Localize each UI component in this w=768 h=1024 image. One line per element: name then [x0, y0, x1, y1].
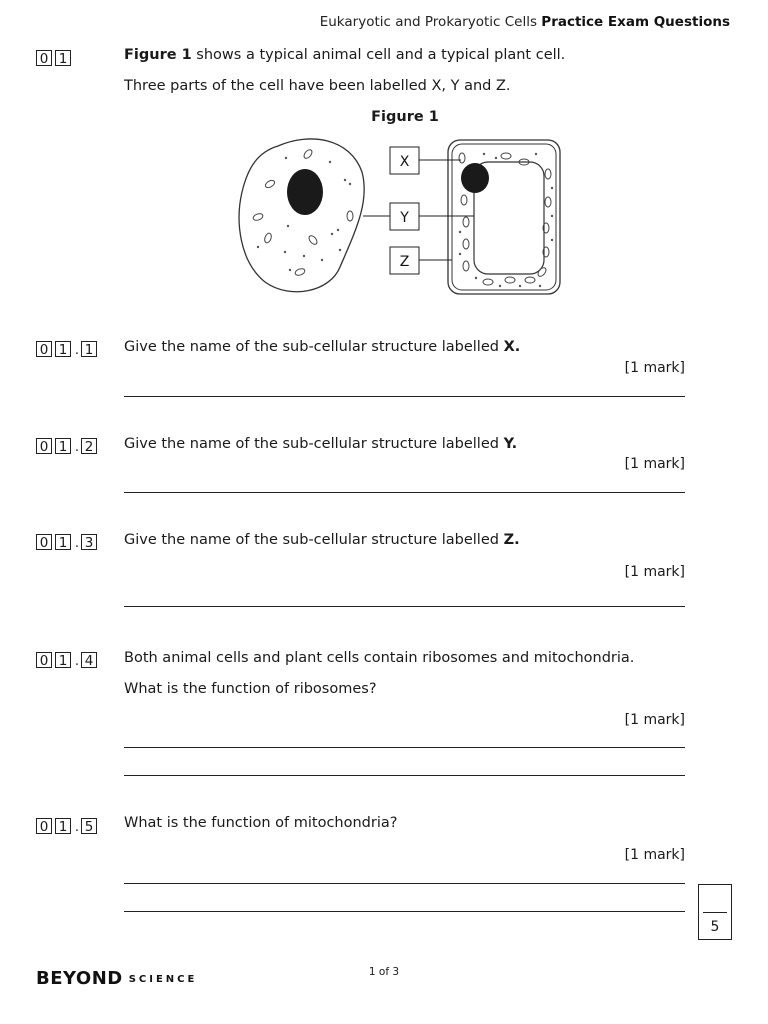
qnum-digit: 1 — [55, 341, 71, 357]
question-text: Give the name of the sub-cellular structure labelled — [124, 436, 504, 452]
qnum-digit: 0 — [36, 341, 52, 357]
question-number-01-4 — [36, 650, 100, 668]
question-target: Z. — [503, 532, 520, 548]
qnum-digit: 0 — [36, 652, 52, 668]
question-text-01-5: What is the function of mitochondria? — [124, 815, 398, 831]
question-intro-2: Three parts of the cell have been labelled X, Y and Z. — [124, 78, 511, 94]
mark-allocation: [1 mark] — [624, 712, 685, 728]
figure-ref: Figure 1 — [124, 47, 192, 63]
answer-line[interactable] — [124, 606, 685, 607]
qnum-digit: 0 — [36, 818, 52, 834]
qnum-digit: 0 — [36, 438, 52, 454]
score-box[interactable] — [698, 884, 732, 940]
qnum-dot: . — [74, 820, 80, 835]
qnum-digit: 1 — [81, 341, 97, 357]
qnum-digit: 1 — [55, 534, 71, 550]
label-x: X — [399, 154, 410, 170]
qnum-digit: 5 — [81, 818, 97, 834]
question-number-01-3 — [36, 532, 100, 550]
question-text: Give the name of the sub-cellular structure labelled — [124, 339, 504, 355]
question-text-01-4-2: What is the function of ribosomes? — [124, 681, 377, 697]
page-header — [320, 14, 730, 30]
question-number-01-2 — [36, 436, 100, 454]
mark-allocation: [1 mark] — [624, 847, 685, 863]
qnum-digit: 1 — [55, 438, 71, 454]
animal-nucleus — [287, 169, 323, 215]
question-number-01-1 — [36, 339, 100, 357]
qnum-digit: 3 — [81, 534, 97, 550]
question-text-01-1 — [124, 339, 520, 355]
mark-allocation: [1 mark] — [624, 564, 685, 580]
score-divider — [703, 912, 727, 913]
animal-cell-drawing — [239, 139, 364, 292]
question-target: X. — [503, 339, 521, 355]
qnum-digit: 0 — [36, 534, 52, 550]
qnum-dot: . — [74, 343, 80, 358]
qnum-digit: 2 — [81, 438, 97, 454]
answer-line[interactable] — [124, 883, 685, 884]
qnum-digit: 1 — [55, 50, 71, 66]
qnum-digit: 4 — [81, 652, 97, 668]
qnum-digit: 1 — [55, 652, 71, 668]
header-doc-type: Practice Exam Questions — [541, 14, 730, 30]
answer-line[interactable] — [124, 911, 685, 912]
plant-nucleus — [461, 163, 489, 193]
qnum-digit: 0 — [36, 50, 52, 66]
score-total: 5 — [710, 919, 720, 935]
answer-line[interactable] — [124, 396, 685, 397]
question-text-01-4: Both animal cells and plant cells contain ribosomes and mitochondria. — [124, 650, 635, 666]
question-text-01-3 — [124, 532, 520, 548]
answer-line[interactable] — [124, 492, 685, 493]
page-number: 1 of 3 — [368, 966, 400, 978]
question-number-01 — [36, 48, 74, 66]
brand-name: BEYOND — [36, 968, 123, 989]
question-text-01-2 — [124, 436, 517, 452]
answer-line[interactable] — [124, 747, 685, 748]
question-text: Give the name of the sub-cellular structure labelled — [124, 532, 504, 548]
qnum-dot: . — [74, 440, 80, 455]
plant-cell-drawing — [448, 140, 560, 294]
label-y: Y — [400, 210, 409, 226]
header-topic: Eukaryotic and Prokaryotic Cells — [319, 14, 537, 30]
label-z: Z — [399, 254, 410, 270]
qnum-dot: . — [74, 536, 80, 551]
question-number-01-5 — [36, 816, 100, 834]
figure-title: Figure 1 — [371, 109, 439, 125]
question-intro — [124, 47, 565, 63]
mark-allocation: [1 mark] — [624, 456, 685, 472]
answer-line[interactable] — [124, 775, 685, 776]
brand-subtitle: SCIENCE — [128, 974, 198, 985]
question-target: Y. — [503, 436, 518, 452]
qnum-digit: 1 — [55, 818, 71, 834]
intro-text: shows a typical animal cell and a typical plant cell. — [191, 47, 566, 63]
qnum-dot: . — [74, 654, 80, 669]
mark-allocation: [1 mark] — [624, 360, 685, 376]
cell-figure — [230, 132, 575, 302]
